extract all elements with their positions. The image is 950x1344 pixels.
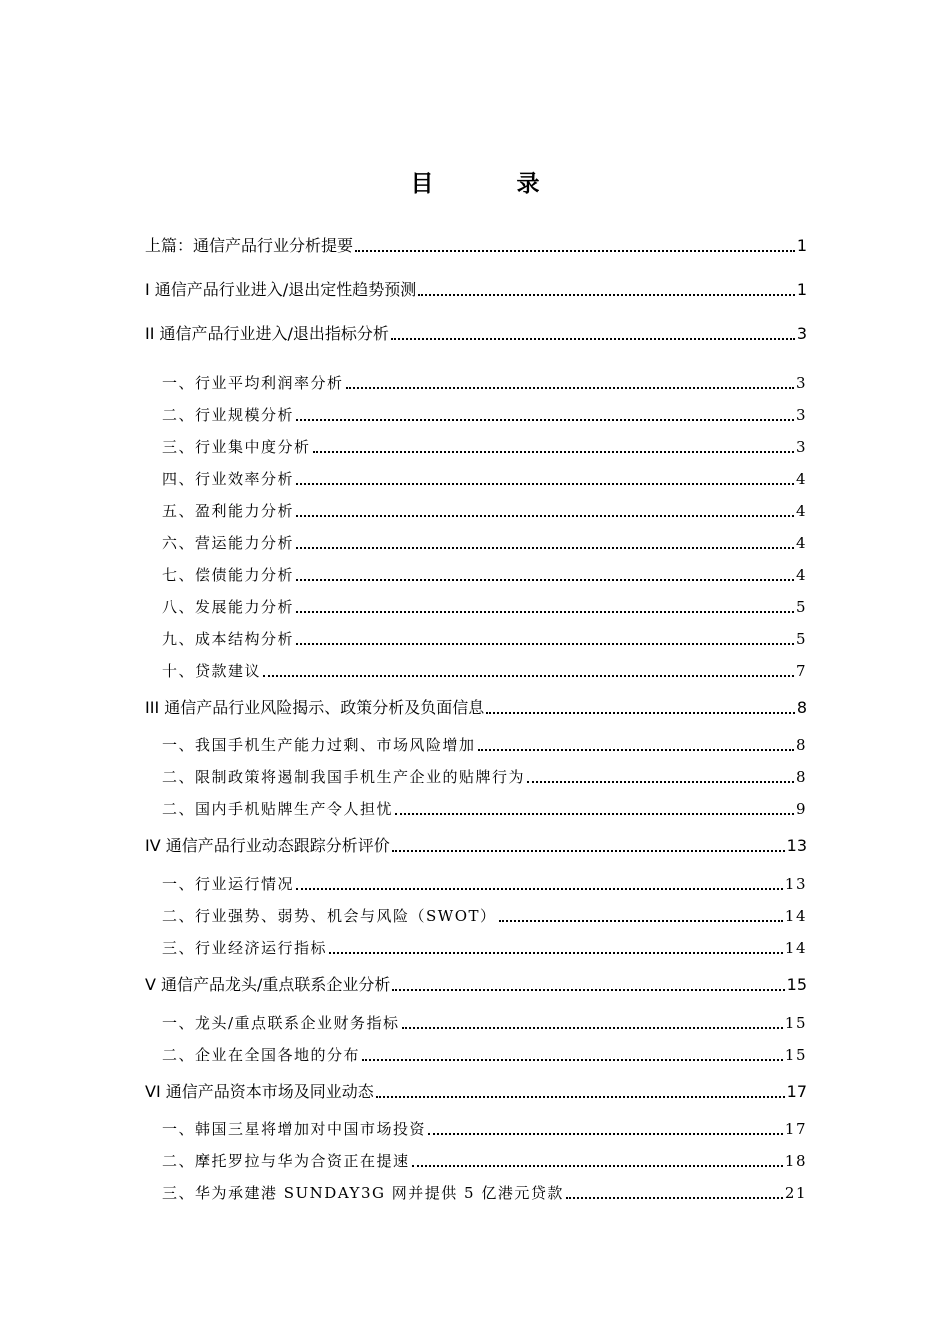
toc-entry-page-number: 8 bbox=[796, 698, 807, 717]
toc-entry-page-number: 14 bbox=[784, 907, 807, 925]
toc-entry-label: 二、行业规模分析 bbox=[162, 406, 295, 424]
toc-leader-dots bbox=[499, 920, 783, 922]
toc-leader-dots bbox=[296, 547, 794, 549]
toc-entry[interactable] bbox=[145, 1150, 807, 1171]
toc-title: 目 录 bbox=[410, 171, 570, 197]
toc-leader-dots bbox=[346, 387, 794, 389]
toc-entry[interactable] bbox=[145, 937, 807, 958]
toc-entry-page-number: 14 bbox=[784, 939, 807, 957]
toc-leader-dots bbox=[395, 813, 794, 815]
toc-entry[interactable] bbox=[145, 628, 807, 649]
toc-entry[interactable] bbox=[145, 436, 807, 457]
toc-entry-label: 二、摩托罗拉与华为合资正在提速 bbox=[162, 1152, 410, 1170]
toc-leader-dots bbox=[402, 1027, 783, 1029]
toc-leader-dots bbox=[392, 989, 784, 991]
toc-leader-dots bbox=[418, 294, 795, 296]
toc-entry-page-number: 4 bbox=[795, 566, 807, 584]
toc-entry-page-number: 15 bbox=[786, 975, 807, 994]
toc-entry-page-number: 3 bbox=[795, 374, 807, 392]
toc-entry[interactable] bbox=[145, 873, 807, 894]
toc-entry-label: 四、行业效率分析 bbox=[162, 470, 295, 488]
toc-entry-label: 十、贷款建议 bbox=[162, 662, 262, 680]
toc-leader-dots bbox=[527, 781, 794, 783]
toc-entry-page-number: 3 bbox=[795, 406, 807, 424]
toc-entry-page-number: 15 bbox=[784, 1014, 807, 1032]
toc-entry[interactable] bbox=[145, 564, 807, 585]
toc-entry-label: 三、行业集中度分析 bbox=[162, 438, 311, 456]
toc-entry-label: 一、行业运行情况 bbox=[162, 875, 295, 893]
toc-entry-page-number: 18 bbox=[784, 1152, 807, 1170]
toc-leader-dots bbox=[296, 611, 794, 613]
toc-entry-page-number: 4 bbox=[795, 502, 807, 520]
toc-entry-label: 三、华为承建港 SUNDAY3G 网并提供 5 亿港元贷款 bbox=[162, 1184, 564, 1202]
toc-entry-page-number: 4 bbox=[795, 470, 807, 488]
toc-entry-page-number: 17 bbox=[786, 1082, 807, 1101]
toc-entry-label: 二、行业强势、弱势、机会与风险（SWOT） bbox=[162, 907, 497, 925]
toc-leader-dots bbox=[478, 749, 794, 751]
toc-entry[interactable] bbox=[145, 468, 807, 489]
toc-leader-dots bbox=[428, 1133, 783, 1135]
toc-entry-page-number: 3 bbox=[796, 324, 807, 343]
toc-entry-page-number: 3 bbox=[795, 438, 807, 456]
toc-entry[interactable] bbox=[145, 277, 807, 300]
toc-entry[interactable] bbox=[145, 372, 807, 393]
toc-entry[interactable] bbox=[145, 500, 807, 521]
toc-leader-dots bbox=[263, 675, 794, 677]
toc-entry[interactable] bbox=[145, 1118, 807, 1139]
toc-entry[interactable] bbox=[145, 233, 807, 256]
toc-entry-page-number: 13 bbox=[786, 836, 807, 855]
toc-leader-dots bbox=[412, 1165, 783, 1167]
toc-leader-dots bbox=[296, 419, 794, 421]
toc-entry[interactable] bbox=[145, 404, 807, 425]
toc-entry-label: V 通信产品龙头/重点联系企业分析 bbox=[145, 975, 391, 994]
toc-entry[interactable] bbox=[145, 532, 807, 553]
toc-entry[interactable] bbox=[145, 596, 807, 617]
toc-entry-label: 八、发展能力分析 bbox=[162, 598, 295, 616]
toc-leader-dots bbox=[362, 1059, 783, 1061]
toc-leader-dots bbox=[355, 250, 795, 252]
toc-entry[interactable] bbox=[145, 1182, 807, 1203]
toc-entry[interactable] bbox=[145, 1079, 807, 1102]
toc-entry-label: 一、我国手机生产能力过剩、市场风险增加 bbox=[162, 736, 476, 754]
toc-leader-dots bbox=[392, 850, 785, 852]
toc-entry-page-number: 1 bbox=[796, 280, 807, 299]
toc-leader-dots bbox=[376, 1096, 785, 1098]
toc-entry-page-number: 17 bbox=[784, 1120, 807, 1138]
toc-entry-label: VI 通信产品资本市场及同业动态 bbox=[145, 1082, 374, 1101]
toc-entry-label: 七、偿债能力分析 bbox=[162, 566, 295, 584]
toc-entry-page-number: 8 bbox=[795, 736, 807, 754]
toc-entry-label: IV 通信产品行业动态跟踪分析评价 bbox=[145, 836, 390, 855]
toc-entry-page-number: 5 bbox=[795, 630, 807, 648]
toc-entry-page-number: 9 bbox=[795, 800, 807, 818]
toc-entry-page-number: 8 bbox=[795, 768, 807, 786]
toc-entry-label: 一、行业平均利润率分析 bbox=[162, 374, 344, 392]
toc-leader-dots bbox=[296, 483, 794, 485]
toc-leader-dots bbox=[329, 952, 783, 954]
toc-entry-label: 九、成本结构分析 bbox=[162, 630, 295, 648]
toc-leader-dots bbox=[296, 888, 783, 890]
toc-leader-dots bbox=[566, 1197, 783, 1199]
toc-entry-label: 上篇：通信产品行业分析提要 bbox=[145, 236, 354, 255]
toc-entry-label: 五、盈利能力分析 bbox=[162, 502, 295, 520]
toc-entry[interactable] bbox=[145, 798, 807, 819]
toc-leader-dots bbox=[486, 712, 795, 714]
toc-entry[interactable] bbox=[145, 1012, 807, 1033]
toc-leader-dots bbox=[296, 643, 794, 645]
toc-entry[interactable] bbox=[145, 972, 807, 995]
toc-entry[interactable] bbox=[145, 734, 807, 755]
toc-entry-page-number: 4 bbox=[795, 534, 807, 552]
toc-entry-label: 二、企业在全国各地的分布 bbox=[162, 1046, 361, 1064]
toc-entry[interactable] bbox=[145, 1044, 807, 1065]
toc-entry-label: 一、龙头/重点联系企业财务指标 bbox=[162, 1014, 400, 1032]
toc-leader-dots bbox=[296, 515, 794, 517]
toc-leader-dots bbox=[313, 451, 794, 453]
toc-entry-page-number: 13 bbox=[784, 875, 807, 893]
toc-leader-dots bbox=[391, 338, 795, 340]
toc-entry-label: 二、国内手机贴牌生产令人担忧 bbox=[162, 800, 394, 818]
toc-entry-page-number: 21 bbox=[784, 1184, 807, 1202]
toc-entry-label: 三、行业经济运行指标 bbox=[162, 939, 328, 957]
toc-entry-page-number: 1 bbox=[796, 236, 807, 255]
toc-entry[interactable] bbox=[145, 905, 807, 926]
toc-entry-label: 一、韩国三星将增加对中国市场投资 bbox=[162, 1120, 427, 1138]
toc-entry-page-number: 15 bbox=[784, 1046, 807, 1064]
toc-entry-label: III 通信产品行业风险揭示、政策分析及负面信息 bbox=[145, 698, 485, 717]
toc-entry[interactable] bbox=[145, 321, 807, 344]
toc-entry[interactable] bbox=[145, 660, 807, 681]
toc-entry-page-number: 7 bbox=[795, 662, 807, 680]
toc-entry-label: I 通信产品行业进入/退出定性趋势预测 bbox=[145, 280, 417, 299]
toc-entry[interactable] bbox=[145, 766, 807, 787]
toc-entry[interactable] bbox=[145, 833, 807, 856]
toc-entry-label: 二、限制政策将遏制我国手机生产企业的贴牌行为 bbox=[162, 768, 526, 786]
toc-entry-label: II 通信产品行业进入/退出指标分析 bbox=[145, 324, 389, 343]
toc-entry[interactable] bbox=[145, 695, 807, 718]
toc-entry-page-number: 5 bbox=[795, 598, 807, 616]
toc-entry-label: 六、营运能力分析 bbox=[162, 534, 295, 552]
toc-leader-dots bbox=[296, 579, 794, 581]
